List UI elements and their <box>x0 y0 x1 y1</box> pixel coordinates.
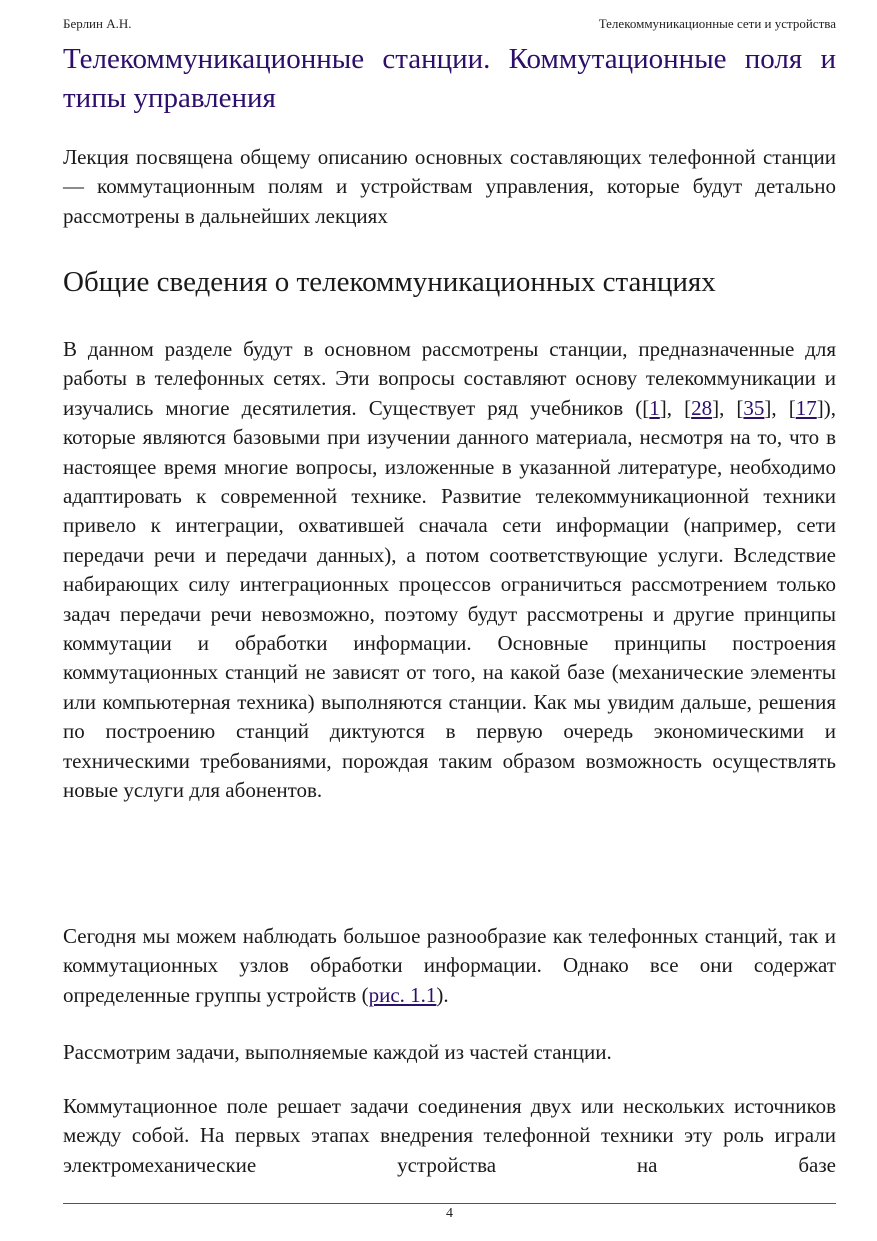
running-header <box>63 16 836 34</box>
footer-divider <box>63 1203 836 1204</box>
section-heading: Общие сведения о телекоммуникационных станциях <box>63 266 716 298</box>
body-paragraph-2 <box>63 922 836 1010</box>
figure-link[interactable]: рис. 1.1 <box>368 982 437 1007</box>
citation-link-1[interactable]: 1 <box>649 395 660 420</box>
header-course: Телекоммуникационные сети и устройства <box>598 16 836 31</box>
page-number: 4 <box>446 1206 453 1221</box>
body-paragraph-4: Коммутационное поле решает задачи соединения двух или нескольких источников между собой. На первых этапах внедрения телефонной техники эту роль играли электромеханические устройства на базе <box>63 1094 836 1177</box>
citation-link-17[interactable]: 17 <box>795 395 817 420</box>
paragraph-text: Сегодня мы можем наблюдать большое разнообразие как телефонных станций, так и коммутационных узлов обработки информации. Однако все они содержат определенные группы устройств ( <box>63 924 836 1007</box>
citation-link-28[interactable]: 28 <box>691 395 713 420</box>
abstract-paragraph: Лекция посвящена общему описанию основных составляющих телефонной станции — коммутационным полям и устройствам управления, которые будут детально рассмотрены в дальнейших лекциях <box>63 145 836 228</box>
paragraph-text: ), которые являются базовыми при изучении данного материала, несмотря на то, что в настоящее время многие вопросы, изложенные в указанной литературе, необходимо адаптировать к современной технике. Развитие телекоммуникационной техники привело к интеграции, охватившей сначала сети информации (например, сети передачи речи и передачи данных), а потом соответствующие услуги. Вследствие набирающих силу интеграционных процессов ограничиться рассмотрением только задач передачи речи невозможно, поэтому будут рассмотрены и другие принципы коммутации и обработки информации. Основные принципы построения коммутационных станций не зависят от того, на какой базе (механические элементы или компьютерная техника) выполняются станции. Как мы увидим дальше, решения по построению станций диктуются в первую очередь экономическими и техническими требованиями, порождая таким образом возможность осуществлять новые услуги для абонентов. <box>63 395 836 803</box>
paragraph-text: В данном разделе будут в основном рассмотрены станции, предназначенные для работы в телефонных сетях. Эти вопросы составляют основу телекоммуникации и изучались многие десятилетия. Существует ряд учебников ( <box>63 337 836 420</box>
header-author: Берлин А.Н. <box>63 16 132 31</box>
citation-link-35[interactable]: 35 <box>743 395 765 420</box>
lecture-title: Телекоммуникационные станции. Коммутационные поля и типы управления <box>63 43 836 114</box>
document-page <box>63 0 836 1241</box>
body-paragraph-1: В данном разделе будут в основном рассмотрены станции, предназначенные для работы в телефонных сетях. Эти вопросы составляют основу телекоммуникации и изучались многие десятилетия. Существует ряд учебников ([1], [28], [35], [17]), которые являются базовыми при изучении данного материала, несмотря на то, что в настоящее время многие вопросы, изложенные в указанной литературе, необходимо адаптировать к современной технике. Развитие телекоммуникационной техники привело к интеграции, охватившей сначала сети информации (например, сети передачи речи и передачи данных), а потом соответствующие услуги. Вследствие набирающих силу интеграционных процессов ограничиться рассмотрением только задач передачи речи невозможно, поэтому будут рассмотрены и другие принципы коммутации и обработки информации. Основные принципы построения коммутационных станций не зависят от того, на какой базе (механические элементы или компьютерная техника) выполняются станции. Как мы увидим дальше, решения по построению станций диктуются в первую очередь экономическими и техническими требованиями, порождая таким образом возможность осуществлять новые услуги для абонентов. <box>63 337 836 803</box>
paragraph-text: ). <box>436 982 449 1007</box>
body-paragraph-3: Рассмотрим задачи, выполняемые каждой из частей станции. <box>63 1040 612 1064</box>
